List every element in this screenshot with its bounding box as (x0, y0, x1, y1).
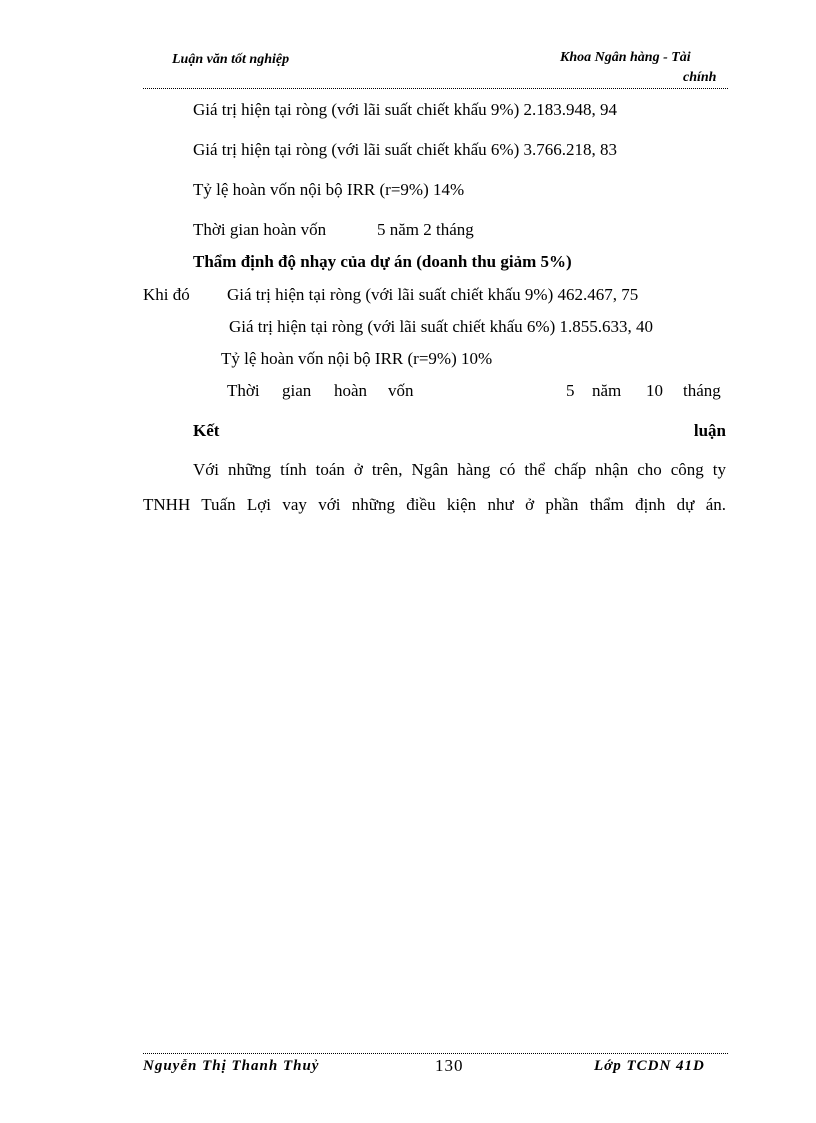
npv-9-line (193, 100, 726, 120)
sensitivity-irr-line: Tỷ lệ hoàn vốn nội bộ IRR (r=9%) 10% (221, 349, 493, 368)
payback-word: gian (282, 381, 312, 400)
page-number: 130 (435, 1056, 464, 1075)
conclusion-paragraph-line2: TNHH Tuấn Lợi vay với những điều kiện như ở phần thẩm định dự án. (143, 495, 726, 514)
payback-word: năm (592, 381, 622, 400)
npv-9-text: Giá trị hiện tại ròng (với lãi suất chiết khấu 9%) 2.183.948, 94 (193, 100, 617, 119)
when-label: Khi đó (143, 285, 190, 304)
payback-word: tháng (683, 381, 721, 400)
sensitivity-npv-6-line: Giá trị hiện tại ròng (với lãi suất chiết khấu 6%) 1.855.633, 40 (229, 317, 653, 336)
footer-rule (143, 1053, 728, 1054)
sensitivity-npv-9-line: Giá trị hiện tại ròng (với lãi suất chiết khấu 9%) 462.467, 75 (227, 285, 639, 304)
header-faculty-line2: chính (683, 70, 717, 85)
header-thesis-title: Luận văn tốt nghiệp (172, 52, 290, 67)
payback-value: 5 năm 2 tháng (377, 220, 474, 239)
npv-6-line: Giá trị hiện tại ròng (với lãi suất chiết khấu 6%) 3.766.218, 83 (193, 140, 617, 159)
sensitivity-payback-line (227, 381, 726, 403)
payback-word: hoàn (334, 381, 368, 400)
payback-label: Thời gian hoàn vốn (193, 220, 327, 239)
footer-author: Nguyễn Thị Thanh Thuỷ (143, 1058, 320, 1074)
conclusion-heading-word: luận (693, 421, 726, 440)
payback-word: 5 (566, 381, 575, 400)
payback-word: Thời (227, 381, 260, 400)
header-rule (143, 88, 728, 89)
sensitivity-heading: Thẩm định độ nhạy của dự án (doanh thu giảm 5%) (193, 252, 572, 271)
header-faculty-line1: Khoa Ngân hàng - Tài (560, 50, 691, 65)
payback-word: 10 (646, 381, 663, 400)
conclusion-heading (193, 421, 726, 441)
conclusion-paragraph-line1: Với những tính toán ở trên, Ngân hàng có thể chấp nhận cho công ty (193, 460, 726, 479)
conclusion-heading-word: Kết (193, 421, 220, 440)
footer-class: Lớp TCDN 41D (594, 1058, 705, 1074)
irr-line: Tỷ lệ hoàn vốn nội bộ IRR (r=9%) 14% (193, 180, 465, 199)
payback-word: vốn (388, 381, 414, 400)
